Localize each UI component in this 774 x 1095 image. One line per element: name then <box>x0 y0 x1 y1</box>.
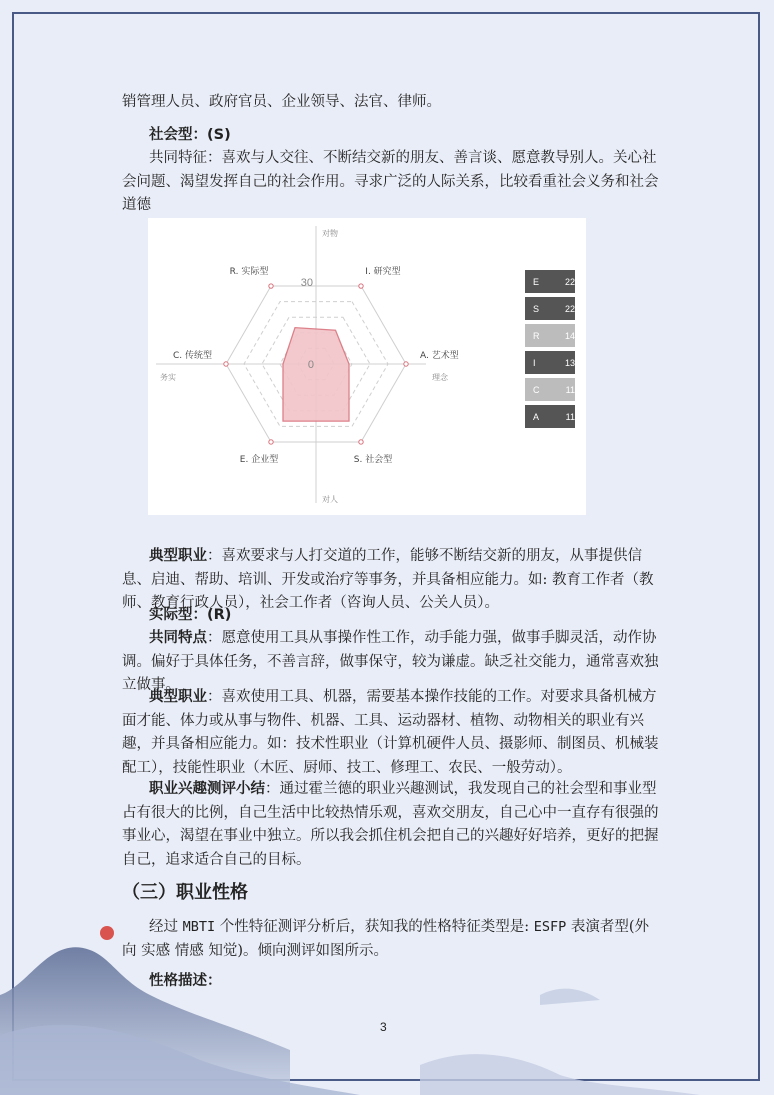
vertex-dot-i <box>359 284 363 288</box>
typical-career-realistic: 典型职业：喜欢使用工具、机器，需要基本操作技能的工作。对要求具备机械方面才能、体力或从事与物件、机器、工具、运动器材、植物、动物相关的职业有兴趣，并具备相应能力。如：技术性职业（计算机硬件人员、摄影师、制图员、机械装配工），技能性职业（木匠、厨师、技工、修理工、农民、一般劳动）。 <box>122 689 659 776</box>
social-type-title: 社会型：(S) <box>149 127 231 143</box>
legend-row-i <box>525 351 575 374</box>
legend-row-r <box>525 324 575 347</box>
legend-value: 22 <box>564 276 575 287</box>
scale-max-label: 30 <box>300 277 313 289</box>
data-polygon <box>283 328 349 422</box>
mbti-paragraph: 经过 MBTI 个性特征测评分析后，获知我的性格特征类型是: ESFP 表演者型(外向 实感 情感 知觉)。倾向测评如图所示。 <box>122 919 650 959</box>
holland-radar-chart <box>148 218 586 515</box>
legend-key: I <box>533 357 536 368</box>
legend-key: S <box>533 303 540 314</box>
chart-legend <box>525 270 575 432</box>
vertex-dot-r <box>269 284 273 288</box>
axis-label-bottom: 对人 <box>322 495 338 504</box>
realistic-type-title: 实际型：(R) <box>149 607 232 623</box>
legend-value: 11 <box>565 384 575 395</box>
axis-label-right: 理念 <box>432 373 448 382</box>
vertex-dot-s <box>359 440 363 444</box>
legend-key: E <box>533 276 540 287</box>
vertex-label-i: I. 研究型 <box>365 267 401 278</box>
vertex-label-c: C. 传统型 <box>172 351 212 361</box>
legend-row-c <box>525 378 575 401</box>
radar-svg <box>148 218 586 515</box>
legend-row-e <box>525 270 575 293</box>
scale-min-label: 0 <box>307 359 314 371</box>
paragraph-continuation: 销管理人员、政府官员、企业领导、法官、律师。 <box>122 94 441 110</box>
section-title-career-personality: （三）职业性格 <box>122 882 248 903</box>
realistic-common-features: 共同特点：愿意使用工具从事操作性工作，动手能力强，做事手脚灵活，动作协调。偏好于具体任务，不善言辞，做事保守，较为谦虚。缺乏社交能力，通常喜欢独立做事。 <box>122 630 659 693</box>
vertex-label-s: S. 社会型 <box>353 454 393 465</box>
personality-description-label: 性格描述： <box>149 973 222 989</box>
page-number: 3 <box>380 1020 387 1034</box>
axis-label-left: 务实 <box>160 373 176 382</box>
vertex-label-r: R. 实际型 <box>229 267 269 278</box>
axis-label-top: 对物 <box>322 229 338 238</box>
legend-value: 14 <box>564 330 575 341</box>
legend-value: 13 <box>564 357 575 368</box>
legend-key: R <box>533 330 540 341</box>
vertex-label-e: E. 企业型 <box>239 454 279 465</box>
legend-value: 22 <box>564 303 575 314</box>
vertex-dot-c <box>224 362 228 366</box>
legend-row-a <box>525 405 575 428</box>
legend-row-s <box>525 297 575 320</box>
social-common-features: 共同特征：喜欢与人交往、不断结交新的朋友、善言谈、愿意教导别人。关心社会问题、渴望发挥自己的社会作用。寻求广泛的人际关系，比较看重社会义务和社会道德 <box>122 150 659 213</box>
interest-summary: 职业兴趣测评小结：通过霍兰德的职业兴趣测试，我发现自己的社会型和事业型占有很大的比例，自己生活中比较热情乐观，喜欢交朋友，自己心中一直存有很强的事业心，渴望在事业中独立。所以我会抓住机会把自己的兴趣好好培养，更好的把握自己，追求适合自己的目标。 <box>122 781 659 868</box>
legend-key: C <box>533 384 540 395</box>
vertex-dot-a <box>404 362 408 366</box>
legend-value: 11 <box>565 411 575 422</box>
vertex-dot-e <box>269 440 273 444</box>
typical-career-social: 典型职业：喜欢要求与人打交道的工作，能够不断结交新的朋友，从事提供信息、启迪、帮助、培训、开发或治疗等事务，并具备相应能力。如: 教育工作者（教师、教育行政人员），社会工作者（咨询人员、公关人员）。 <box>122 548 654 611</box>
legend-key: A <box>533 411 540 422</box>
vertex-label-a: A. 艺术型 <box>420 351 459 361</box>
